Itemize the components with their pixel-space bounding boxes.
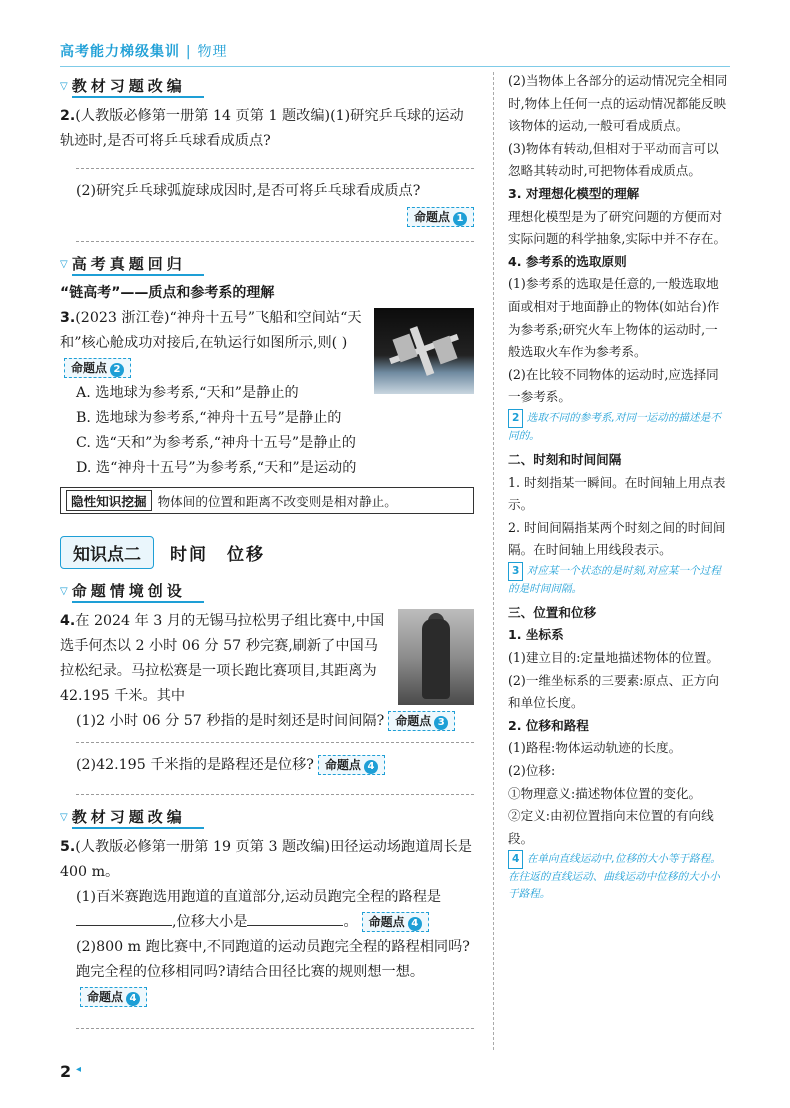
column-divider bbox=[493, 72, 494, 1050]
tag-number: 4 bbox=[126, 992, 140, 1006]
question-5-part-2 bbox=[60, 935, 474, 1010]
answer-line bbox=[76, 794, 474, 795]
tag-number: 3 bbox=[434, 716, 448, 730]
option-c: C. 选“天和”为参考系,“神舟十五号”是静止的 bbox=[76, 435, 356, 451]
section-title: 教材习题改编 bbox=[72, 75, 204, 98]
note-paragraph: (2)当物体上各部分的运动情况完全相同时,物体上任何一点的运动情况都能反映该物体的运动,一般可看成质点。 bbox=[508, 73, 728, 134]
topic-tag bbox=[80, 987, 147, 1007]
note-paragraph: ②定义:由初位置指向末位置的有向线段。 bbox=[508, 808, 714, 846]
note-number: 2 bbox=[508, 409, 523, 428]
note-paragraph: (3)物体有转动,但相对于平动而言可以忽略其转动时,可把物体看成质点。 bbox=[508, 140, 719, 179]
section-title: 高考真题回归 bbox=[72, 253, 204, 276]
question-number: 5. bbox=[60, 839, 76, 855]
knowledge-point-title: 时间 位移 bbox=[170, 545, 265, 565]
tag-label: 命题点 bbox=[413, 210, 450, 224]
question-number: 4. bbox=[60, 613, 76, 629]
hidden-knowledge-text: 物体间的位置和距离不改变则是相对静止。 bbox=[157, 494, 397, 509]
hidden-knowledge-box bbox=[60, 487, 474, 514]
note-text: 选取不同的参考系,对同一运动的描述是不同的。 bbox=[508, 411, 721, 442]
question-text: (2)800 m 跑比赛中,不同跑道的运动员跑完全程的路程相同吗?跑完全程的位移相同吗?请结合田径比赛的规则想一想。 bbox=[76, 939, 470, 980]
triangle-icon: ▽ bbox=[60, 258, 68, 270]
tag-number: 2 bbox=[110, 363, 124, 377]
note-heading: 3. 对理想化模型的理解 bbox=[508, 185, 640, 201]
note-heading: 1. 坐标系 bbox=[508, 627, 564, 643]
handwritten-note bbox=[508, 850, 730, 903]
tag-label: 命题点 bbox=[87, 990, 124, 1004]
question-number: 2. bbox=[60, 108, 76, 124]
note-heading: 4. 参考系的选取原则 bbox=[508, 253, 627, 269]
option-d: D. 选“神舟十五号”为参考系,“天和”是运动的 bbox=[76, 460, 357, 476]
question-text: (2)42.195 千米指的是路程还是位移? bbox=[76, 757, 314, 773]
question-number: 3. bbox=[60, 310, 76, 326]
question-text: (1)百米赛跑选用跑道的直道部分,运动员跑完全程的路程是 bbox=[76, 889, 442, 905]
book-title: 高考能力梯级集训 bbox=[60, 44, 180, 60]
tag-label: 命题点 bbox=[324, 758, 361, 772]
question-text: (人教版必修第一册第 19 页第 3 题改编)田径运动场跑道周长是 400 m。 bbox=[60, 839, 472, 880]
note-paragraph: 2. 时间间隔指某两个时刻之间的时间间隔。在时间轴上用线段表示。 bbox=[508, 519, 726, 558]
left-column bbox=[60, 70, 474, 1039]
section-tag bbox=[60, 252, 474, 276]
note-text: 在单向直线运动中,位移的大小等于路程。在往返的直线运动、曲线运动中位移的大小小于路程。 bbox=[508, 853, 721, 901]
topic-tag bbox=[407, 207, 474, 227]
question-text: (人教版必修第一册第 14 页第 1 题改编)(1)研究乒乓球的运动轨迹时,是否可将乒乓球看成质点? bbox=[60, 108, 464, 149]
answer-line bbox=[76, 168, 474, 169]
option-b: B. 选地球为参考系,“神舟十五号”是静止的 bbox=[76, 410, 342, 426]
section-title: 教材习题改编 bbox=[72, 806, 204, 829]
question-4-part-1 bbox=[60, 709, 474, 734]
topic-tag bbox=[388, 711, 455, 731]
question-text: ,位移大小是 bbox=[172, 914, 248, 930]
note-paragraph: (2)一维坐标系的三要素:原点、正方向和单位长度。 bbox=[508, 672, 719, 711]
answer-line bbox=[76, 241, 474, 242]
note-heading: 三、位置和位移 bbox=[508, 604, 597, 620]
question-text: (2)研究乒乓球弧旋球成因时,是否可将乒乓球看成质点? bbox=[76, 183, 421, 199]
link-title: “链高考”——质点和参考系的理解 bbox=[60, 285, 275, 301]
handwritten-note bbox=[508, 409, 730, 445]
fill-blank[interactable] bbox=[76, 912, 172, 926]
tag-number: 4 bbox=[364, 760, 378, 774]
note-paragraph: 1. 时刻指某一瞬间。在时间轴上用点表示。 bbox=[508, 474, 726, 513]
tag-number: 1 bbox=[453, 212, 467, 226]
header-separator: | bbox=[185, 44, 192, 60]
note-paragraph: ①物理意义:描述物体位置的变化。 bbox=[508, 785, 702, 801]
section-tag bbox=[60, 805, 474, 829]
section-tag bbox=[60, 579, 474, 603]
question-5 bbox=[60, 835, 474, 1010]
handwritten-note bbox=[508, 562, 730, 598]
question-5-part-1 bbox=[60, 885, 474, 935]
question-2 bbox=[60, 104, 474, 154]
header-rule bbox=[60, 66, 730, 67]
question-2-part-2 bbox=[60, 179, 474, 204]
note-number: 3 bbox=[508, 562, 523, 581]
fill-blank[interactable] bbox=[247, 912, 343, 926]
question-text: (1)2 小时 06 分 57 秒指的是时刻还是时间间隔? bbox=[76, 713, 385, 729]
tag-label: 命题点 bbox=[395, 714, 432, 728]
tag-row bbox=[60, 206, 474, 227]
page-dot-icon: ◂ bbox=[76, 1064, 82, 1075]
answer-line bbox=[76, 1028, 474, 1029]
note-paragraph: (1)路程:物体运动轨迹的长度。 bbox=[508, 740, 682, 756]
tag-label: 命题点 bbox=[368, 915, 405, 929]
page-number: 2 bbox=[60, 1062, 72, 1081]
question-4 bbox=[60, 609, 474, 734]
section-tag bbox=[60, 74, 474, 98]
question-text: 在 2024 年 3 月的无锡马拉松男子组比赛中,中国选手何杰以 2 小时 06 分 57 秒完赛,刷新了中国马拉松纪录。马拉松赛是一项长跑比赛项目,其距离为 42.195 千米。其中 bbox=[60, 613, 385, 704]
subject-label: 物理 bbox=[197, 44, 228, 60]
section-title: 命题情境创设 bbox=[72, 580, 204, 603]
right-column bbox=[508, 70, 730, 903]
triangle-icon: ▽ bbox=[60, 811, 68, 823]
note-paragraph: (2)在比较不同物体的运动时,应选择同一参考系。 bbox=[508, 366, 719, 405]
note-number: 4 bbox=[508, 850, 523, 869]
question-4-part-2 bbox=[60, 753, 474, 778]
note-heading: 2. 位移和路程 bbox=[508, 717, 589, 733]
marathon-runner-image bbox=[398, 609, 474, 705]
topic-tag bbox=[64, 358, 131, 378]
triangle-icon: ▽ bbox=[60, 80, 68, 92]
running-header bbox=[60, 41, 227, 61]
space-station-image bbox=[374, 308, 474, 394]
knowledge-point-header bbox=[60, 536, 474, 569]
question-text: 。 bbox=[343, 914, 358, 930]
option-a: A. 选地球为参考系,“天和”是静止的 bbox=[76, 385, 299, 401]
answer-line bbox=[76, 742, 474, 743]
topic-tag bbox=[318, 755, 385, 775]
topic-tag bbox=[362, 912, 429, 932]
knowledge-point-label: 知识点二 bbox=[60, 536, 154, 569]
note-paragraph: (1)建立目的:定量地描述物体的位置。 bbox=[508, 650, 719, 666]
triangle-icon: ▽ bbox=[60, 585, 68, 597]
note-paragraph: (1)参考系的选取是任意的,一般选取地面或相对于地面静止的物体(如站台)作为参考系;研究火车上物体的运动时,一般选取火车作为参考系。 bbox=[508, 276, 720, 360]
tag-number: 4 bbox=[408, 917, 422, 931]
note-heading: 二、时刻和时间间隔 bbox=[508, 451, 622, 467]
note-text: 对应某一个状态的是时刻,对应某一个过程的是时间间隔。 bbox=[508, 564, 721, 595]
hidden-knowledge-label: 隐性知识挖掘 bbox=[66, 490, 152, 511]
note-paragraph: 理想化模型是为了研究问题的方便而对实际问题的科学抽象,实际中并不存在。 bbox=[508, 208, 727, 247]
question-3 bbox=[60, 306, 474, 481]
tag-label: 命题点 bbox=[71, 361, 108, 375]
question-text: (2023 浙江卷)“神舟十五号”飞船和空间站“天和”核心舱成功对接后,在轨运行如图所示,则( ) bbox=[60, 310, 362, 351]
note-paragraph: (2)位移: bbox=[508, 763, 556, 779]
